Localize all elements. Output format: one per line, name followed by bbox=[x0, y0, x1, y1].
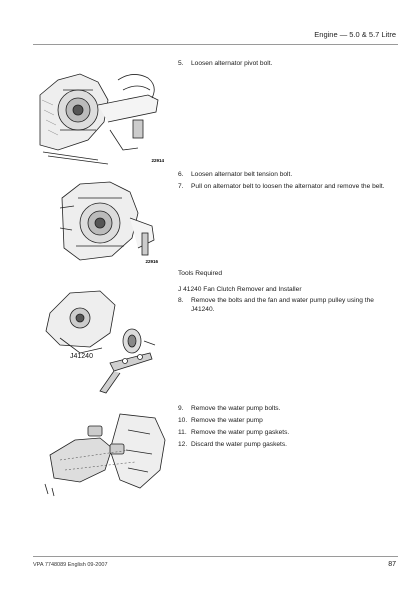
step bbox=[178, 441, 398, 450]
step-number: 6. bbox=[178, 171, 184, 178]
text-section-1 bbox=[178, 60, 398, 72]
step bbox=[178, 417, 398, 426]
step-number: 12. bbox=[178, 441, 188, 449]
step bbox=[178, 171, 398, 180]
alternator-pivot-bolt-illustration bbox=[38, 60, 166, 165]
footer-doc-id: VPA 7748089 English 09-2007 bbox=[33, 562, 108, 568]
step-text: Discard the water pump gaskets. bbox=[191, 441, 288, 449]
figure-number: 22916 bbox=[145, 259, 158, 264]
step-number: 8. bbox=[178, 297, 184, 305]
step bbox=[178, 405, 398, 414]
header-rule bbox=[33, 44, 398, 45]
step-text: Pull on alternator belt to loosen the alternator and remove the belt. bbox=[191, 183, 385, 191]
text-section-3 bbox=[178, 270, 398, 318]
step-number: 5. bbox=[178, 60, 184, 67]
header-title: Engine — 5.0 & 5.7 Litre bbox=[314, 30, 396, 39]
tool-item: J 41240 Fan Clutch Remover and Installer bbox=[178, 285, 302, 293]
step-text: Remove the water pump gaskets. bbox=[191, 429, 290, 437]
step-text: Remove the bolts and the fan and water pump pulley using the J41240. bbox=[191, 297, 374, 313]
text-section-2 bbox=[178, 171, 398, 195]
text-section-4 bbox=[178, 405, 398, 453]
step-text: Loosen alternator pivot bolt. bbox=[191, 60, 273, 67]
step-text: Remove the water pump bbox=[191, 417, 263, 425]
figure-number: 22914 bbox=[151, 158, 164, 163]
step bbox=[178, 429, 398, 438]
fan-clutch-remover-illustration bbox=[40, 283, 160, 403]
step-number: 11. bbox=[178, 429, 187, 437]
figure-water-pump bbox=[40, 410, 170, 500]
alternator-belt-tension-illustration bbox=[60, 178, 160, 266]
tools-heading: Tools Required bbox=[178, 270, 222, 277]
water-pump-bolts-illustration bbox=[40, 410, 170, 500]
step-number: 7. bbox=[178, 183, 184, 191]
step bbox=[178, 297, 398, 314]
step-text: Remove the water pump bolts. bbox=[191, 405, 281, 412]
step-text: Loosen alternator belt tension bolt. bbox=[191, 171, 293, 178]
tool-label: J41240 bbox=[70, 353, 93, 360]
page-number: 87 bbox=[388, 561, 396, 568]
step-number: 9. bbox=[178, 405, 184, 412]
step-number: 10. bbox=[178, 417, 188, 425]
step bbox=[178, 60, 398, 69]
figure-alternator-belt bbox=[60, 178, 160, 266]
figure-alternator-pivot bbox=[38, 60, 166, 165]
figure-fan-clutch-remover bbox=[40, 283, 160, 403]
step bbox=[178, 183, 398, 192]
footer-rule bbox=[33, 556, 398, 557]
